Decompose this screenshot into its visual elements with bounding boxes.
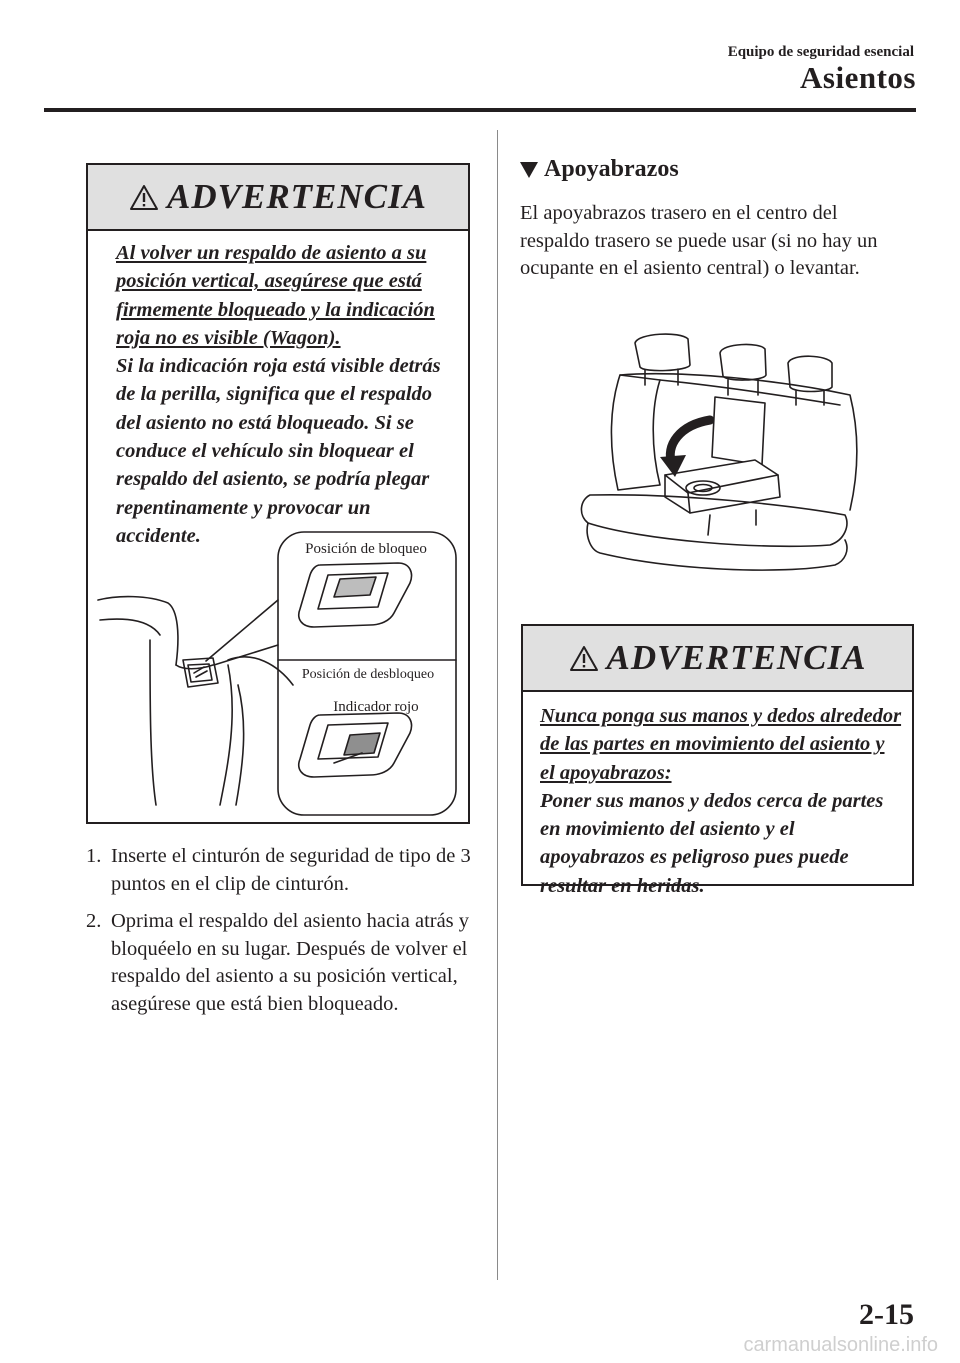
seatback-lock-illustration bbox=[88, 525, 468, 820]
header-chapter: Equipo de seguridad esencial bbox=[727, 44, 914, 60]
step-number: 2. bbox=[86, 910, 102, 932]
list-item bbox=[86, 908, 486, 1018]
label-unlock: Posición de desbloqueo bbox=[301, 667, 435, 682]
section-title-armrest bbox=[520, 156, 679, 183]
warning-box-armrest bbox=[521, 624, 914, 897]
warning-emphasis: Al volver un respaldo de asiento a su posición vertical, asegúrese que está firmemente bloqueado y la indicación roja no es visible (Wagon). bbox=[116, 242, 435, 349]
step-number: 1. bbox=[86, 845, 102, 867]
warning-header bbox=[523, 626, 912, 692]
page-number: 2-15 bbox=[859, 1298, 914, 1331]
warning-text: Poner sus manos y dedos cerca de partes en movimiento del asiento y el apoyabrazos es peligroso pues puede resultar en heridas. bbox=[540, 789, 884, 897]
label-lock: Posición de bloqueo bbox=[305, 541, 427, 557]
warning-triangle-icon bbox=[569, 645, 599, 672]
column-divider bbox=[497, 130, 498, 1280]
label-red-indicator: Indicador rojo bbox=[333, 699, 419, 715]
armrest-paragraph: El apoyabrazos trasero en el centro del respaldo trasero se puede usar (si no hay un ocupante en el asiento central) o levantar. bbox=[520, 202, 878, 279]
warning-title: ADVERTENCIA bbox=[167, 177, 427, 216]
warning-body bbox=[88, 231, 468, 550]
warning-text: Si la indicación roja está visible detrás de la perilla, significa que el respaldo del asiento no está bloqueado. Si se conduce el vehículo sin bloquear el respaldo del asiento, se podría plegar repentinamente y provocar un accidente. bbox=[116, 355, 441, 547]
step-text: Inserte el cinturón de seguridad de tipo de 3 puntos en el clip de cinturón. bbox=[111, 845, 471, 895]
list-item bbox=[86, 843, 486, 898]
section-title-text: Apoyabrazos bbox=[544, 156, 679, 182]
header-rule bbox=[44, 108, 916, 112]
warning-body bbox=[523, 692, 912, 900]
warning-emphasis: Nunca ponga sus manos y dedos alrededor de las partes en movimiento del asiento y el apoyabrazos: bbox=[540, 705, 902, 784]
steps-list bbox=[86, 843, 486, 1028]
step-text: Oprima el respaldo del asiento hacia atrás y bloquéelo en su lugar. Después de volver el respaldo del asiento a su posición vertical, asegúrese que está bien bloqueado. bbox=[111, 910, 470, 1015]
watermark: carmanualsonline.info bbox=[743, 1334, 938, 1356]
rear-armrest-illustration bbox=[560, 325, 880, 585]
warning-triangle-icon bbox=[129, 184, 159, 211]
warning-title: ADVERTENCIA bbox=[606, 638, 867, 677]
header-section: Asientos bbox=[800, 60, 916, 95]
warning-box-seatback bbox=[86, 163, 470, 824]
warning-header bbox=[88, 165, 468, 231]
section-triangle-icon bbox=[520, 162, 538, 178]
